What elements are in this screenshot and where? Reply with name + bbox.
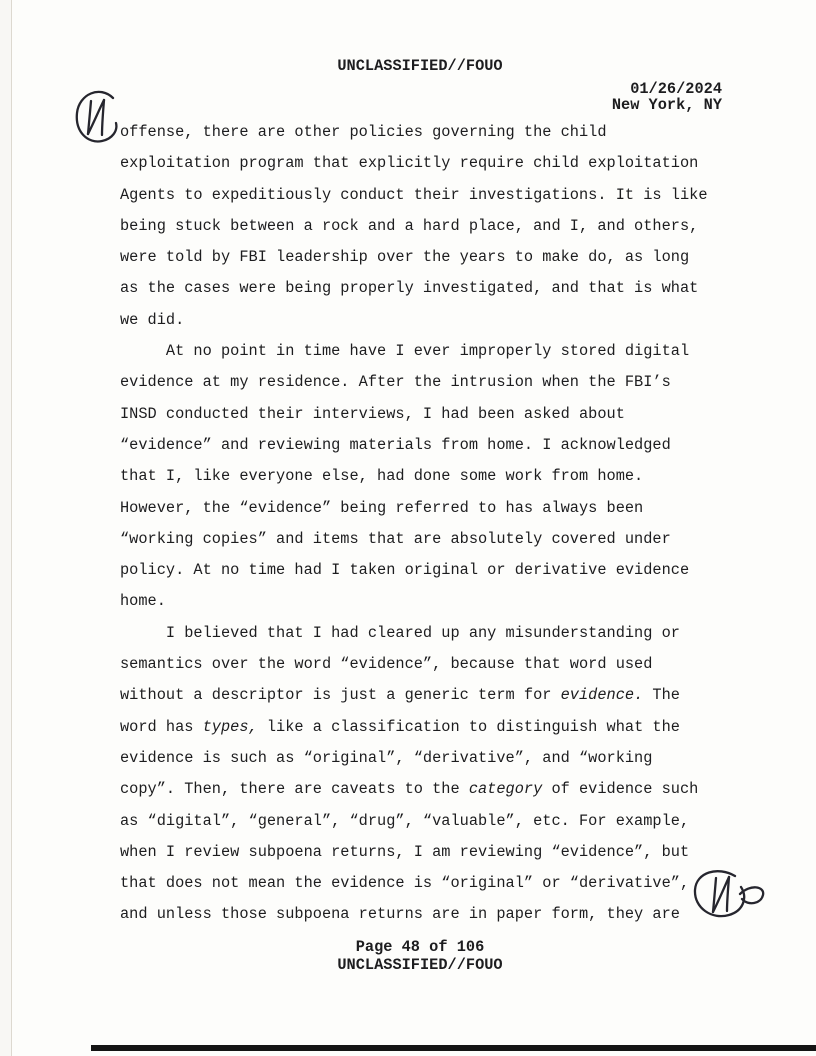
body-line: without a descriptor is just a generic term for evidence. The <box>120 686 680 705</box>
body-line: policy. At no time had I taken original or derivative evidence <box>120 561 690 580</box>
body-line: were told by FBI leadership over the years to make do, as long <box>120 248 690 267</box>
body-line: “evidence” and reviewing materials from home. I acknowledged <box>120 435 671 454</box>
handwritten-initials-top-icon <box>72 88 124 146</box>
scan-edge-artifact-bottom <box>91 1045 816 1051</box>
page-number: Page 48 of 106 <box>355 938 485 956</box>
body-line: “working copies” and items that are absolutely covered under <box>120 529 671 548</box>
body-line: when I review subpoena returns, I am reviewing “evidence”, but <box>120 842 690 861</box>
body-line: home. <box>120 592 166 611</box>
classification-banner-top: UNCLASSIFIED//FOUO <box>337 57 503 75</box>
body-line: semantics over the word “evidence”, because that word used <box>120 655 653 674</box>
body-line: word has types, like a classification to distinguish what the <box>120 717 680 736</box>
document-body <box>120 117 708 931</box>
document-date: 01/26/2024 <box>630 80 722 98</box>
body-line: as “digital”, “general”, “drug”, “valuable”, etc. For example, <box>120 811 690 830</box>
dateline <box>612 81 722 113</box>
classification-banner-bottom: UNCLASSIFIED//FOUO <box>337 955 503 974</box>
body-line: offense, there are other policies governing the child <box>120 123 607 141</box>
handwritten-initials-bottom-icon <box>688 864 768 922</box>
body-line: Agents to expeditiously conduct their investigations. It is like <box>120 185 708 204</box>
body-line: being stuck between a rock and a hard place, and I, and others, <box>120 216 699 235</box>
body-line: copy”. Then, there are caveats to the category of evidence such <box>120 780 699 799</box>
body-line: that does not mean the evidence is “original” or “derivative”, <box>120 874 690 893</box>
body-line: we did. <box>120 310 185 329</box>
body-line: as the cases were being properly investigated, and that is what <box>120 279 699 298</box>
body-line: INSD conducted their interviews, I had been asked about <box>120 404 625 423</box>
body-line: At no point in time have I ever improperly stored digital <box>120 342 690 361</box>
body-line: I believed that I had cleared up any misunderstanding or <box>120 623 680 642</box>
body-line: exploitation program that explicitly require child exploitation <box>120 154 699 173</box>
body-line: that I, like everyone else, had done some work from home. <box>120 467 644 486</box>
body-line: However, the “evidence” being referred to has always been <box>120 498 644 517</box>
scan-edge-artifact-left <box>0 0 12 1056</box>
body-line: evidence at my residence. After the intrusion when the FBI’s <box>120 373 671 392</box>
body-line: and unless those subpoena returns are in paper form, they are <box>120 905 680 924</box>
page-footer <box>120 939 720 974</box>
body-line: evidence is such as “original”, “derivative”, and “working <box>120 748 653 767</box>
document-location: New York, NY <box>611 96 722 114</box>
